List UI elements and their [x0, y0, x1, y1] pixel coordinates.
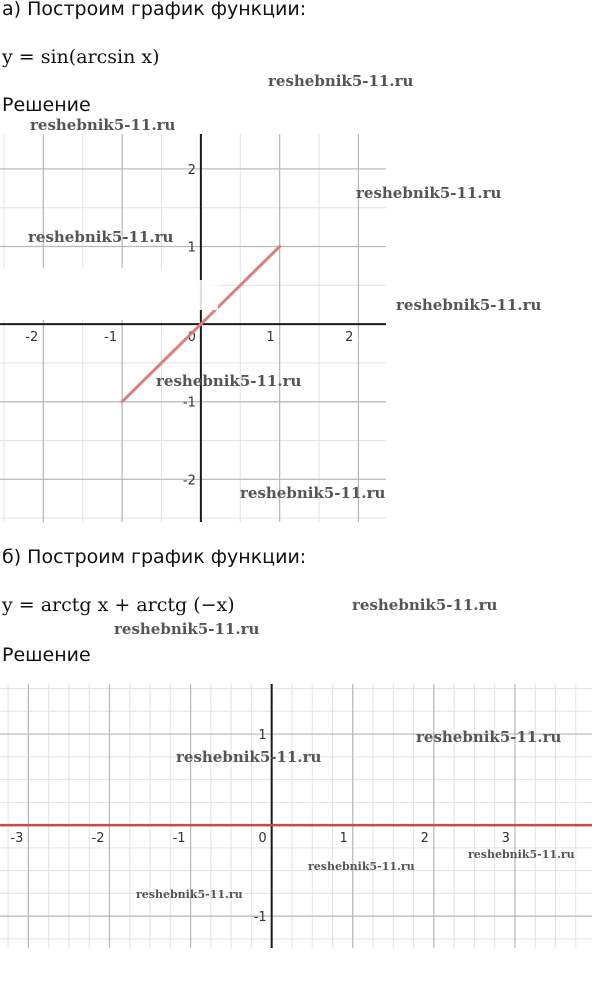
part-b-heading: б) Построим график функции: — [2, 546, 307, 568]
x-tick-label: 3 — [501, 831, 510, 847]
tick-labels — [25, 163, 353, 488]
part-a-heading: а) Построим график функции: — [2, 0, 307, 20]
part-b-formula: y = arctg x + arctg (−x) — [2, 594, 235, 616]
x-tick-label: 1 — [266, 330, 275, 346]
y-tick-label: 1 — [187, 240, 196, 256]
chart-a-sin-arcsin — [0, 134, 386, 522]
part-a-formula: y = sin(arcsin x) — [2, 46, 160, 68]
watermark: reshebnik5-11.ru — [28, 228, 174, 246]
watermark: reshebnik5-11.ru — [356, 184, 502, 202]
x-tick-label: 2 — [420, 831, 429, 847]
y-tick-label: -1 — [253, 910, 267, 926]
watermark: reshebnik5-11.ru — [240, 484, 386, 502]
x-tick-label: -1 — [104, 330, 118, 346]
y-tick-label: -1 — [182, 395, 196, 411]
watermark: reshebnik5-11.ru — [114, 620, 260, 638]
x-tick-label: -1 — [172, 831, 186, 847]
grid-lines — [0, 134, 386, 522]
y-tick-label: 1 — [258, 728, 267, 744]
watermark: reshebnik5-11.ru — [308, 860, 415, 873]
part-b-solution-label: Решение — [2, 644, 91, 666]
watermark: reshebnik5-11.ru — [396, 296, 542, 314]
watermark: reshebnik5-11.ru — [352, 596, 498, 614]
watermark: reshebnik5-11.ru — [176, 748, 322, 766]
watermark: reshebnik5-11.ru — [268, 72, 414, 90]
x-tick-label: 1 — [339, 831, 348, 847]
watermark: reshebnik5-11.ru — [156, 372, 302, 390]
axes — [0, 134, 386, 522]
y-tick-label: -2 — [182, 473, 196, 489]
image-artifact — [190, 280, 218, 310]
x-tick-label: 0 — [258, 831, 267, 847]
watermark: reshebnik5-11.ru — [30, 116, 176, 134]
x-tick-label: -2 — [91, 831, 105, 847]
chart-b-arctg-sum — [0, 684, 592, 948]
part-a-solution-label: Решение — [2, 94, 91, 116]
watermark: reshebnik5-11.ru — [416, 728, 562, 746]
grid-lines — [0, 684, 592, 948]
watermark: reshebnik5-11.ru — [468, 848, 575, 861]
x-tick-label: -2 — [25, 330, 39, 346]
image-artifact — [0, 268, 190, 320]
x-tick-label: 2 — [345, 330, 354, 346]
watermark: reshebnik5-11.ru — [136, 888, 243, 901]
x-tick-label: -3 — [10, 831, 24, 847]
x-tick-label: 0 — [187, 330, 196, 346]
y-tick-label: 2 — [187, 162, 196, 178]
